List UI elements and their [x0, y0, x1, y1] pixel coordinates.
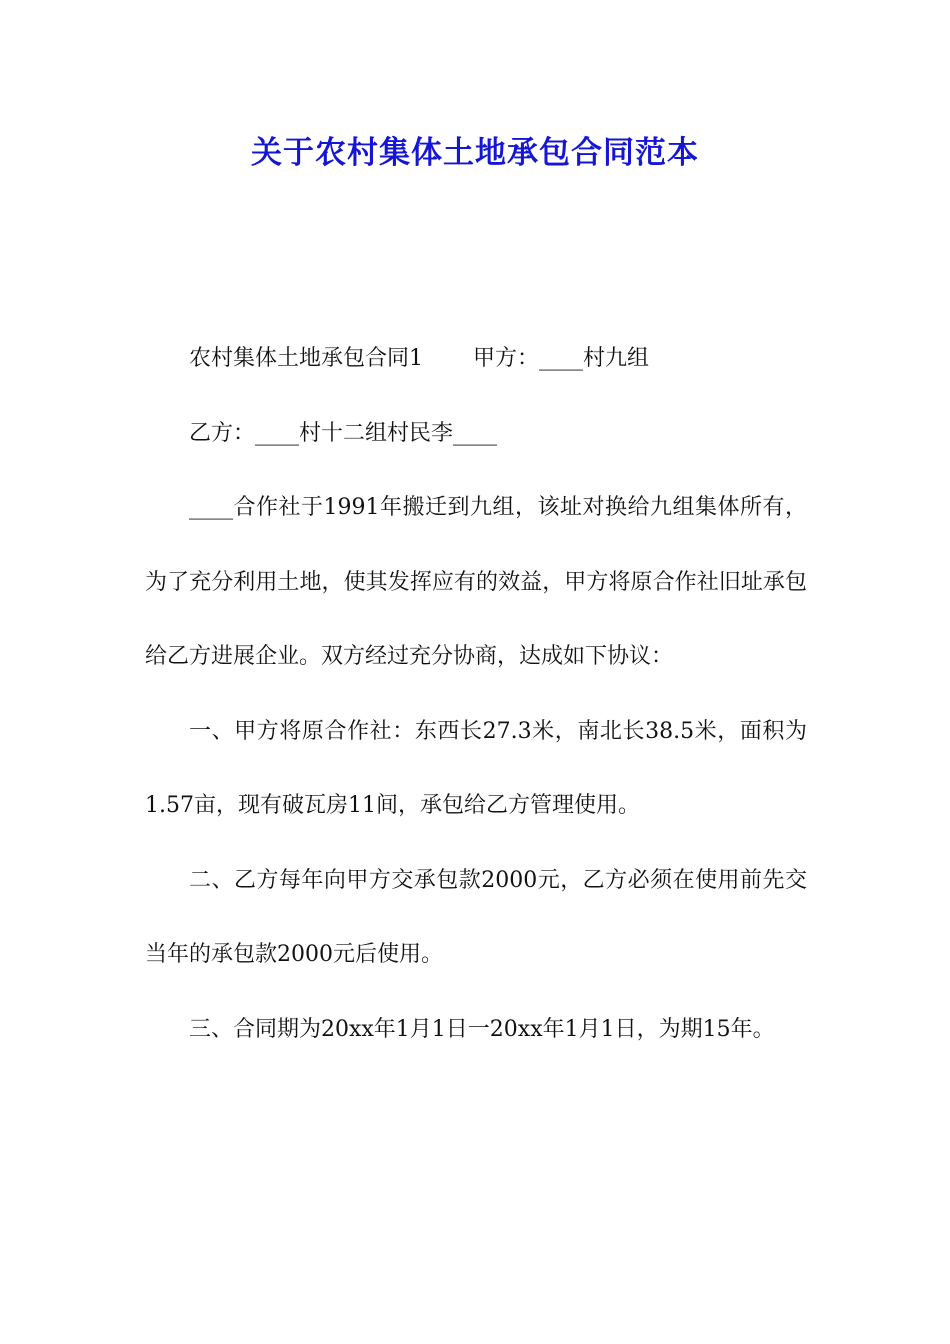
party-b: 乙方：____村十二组村民李____ [189, 420, 498, 446]
party-a: 甲方：____村九组 [473, 346, 650, 371]
paragraph-clause-3: 三、合同期为20xx年1月1日一20xx年1月1日，为期15年。 [189, 1016, 775, 1042]
document-title: 关于农村集体土地承包合同范本 [251, 135, 699, 171]
paragraph-intro: ____合作社于1991年搬迁到九组，该址对换给九组集体所有，为了充分利用土地，使其发挥应有的效益，甲方将原合作社旧址承包给乙方进展企业。双方经过充分协商，达成如下协议： [145, 495, 807, 669]
paragraph-clause-2: 二、乙方每年向甲方交承包款2000元，乙方必须在使用前先交当年的承包款2000元后使用。 [145, 867, 807, 967]
document-body [145, 322, 807, 1067]
contract-heading: 农村集体土地承包合同1 [189, 346, 423, 371]
paragraph-clause-1: 一、甲方将原合作社：东西长27.3米，南北长38.5米，面积为1.57亩，现有破瓦房11间，承包给乙方管理使用。 [145, 718, 807, 818]
contract-heading-line [145, 322, 807, 397]
